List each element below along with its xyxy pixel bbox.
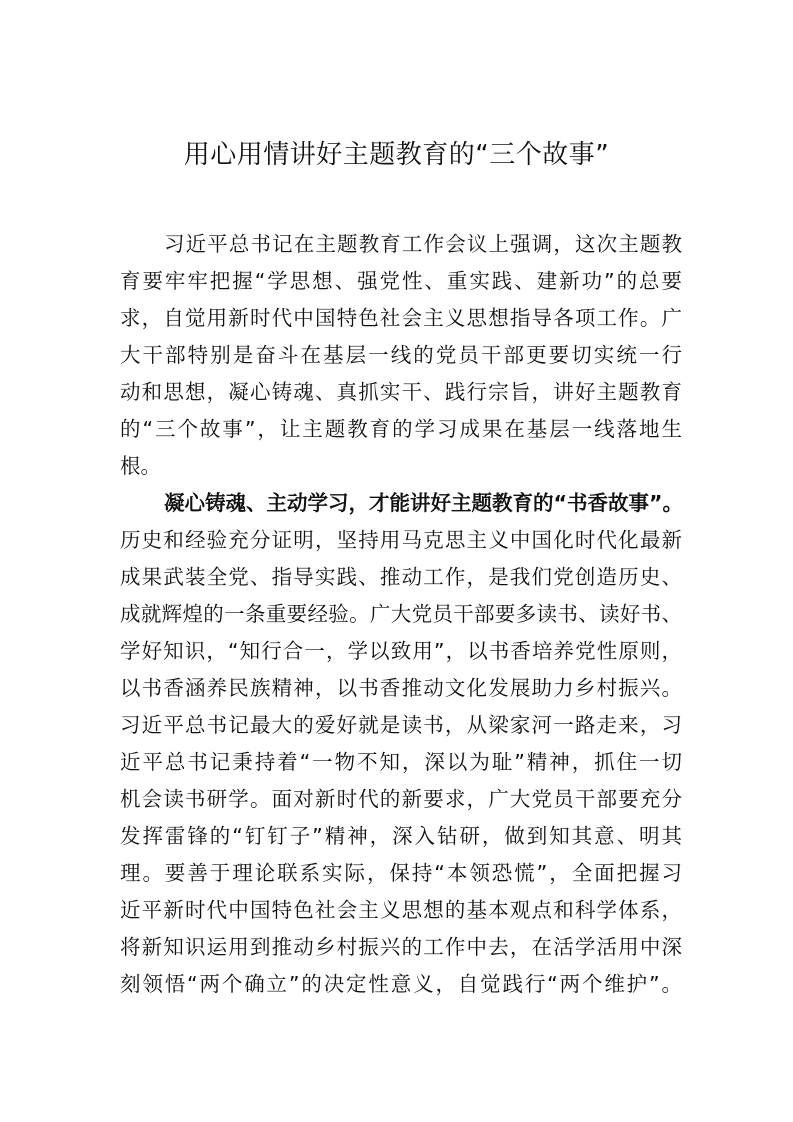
document-body (120, 226, 682, 1003)
text-line: 发挥雷锋的“钉钉子”精神，深入钻研，做到知其意、明其 (120, 824, 682, 848)
text-line: 机会读书研学。面对新时代的新要求，广大党员干部要充分 (120, 787, 682, 811)
text-line: 求，自觉用新时代中国特色社会主义思想指导各项工作。广 (120, 306, 682, 330)
text-line: 将新知识运用到推动乡村振兴的工作中去，在活学活用中深 (120, 935, 682, 959)
text-line: 动和思想，凝心铸魂、真抓实干、践行宗旨，讲好主题教育 (120, 380, 682, 404)
paragraph-book-story (120, 485, 682, 1003)
text-line: 理。要善于理论联系实际，保持“本领恐慌”，全面把握习 (120, 861, 682, 885)
text-line: 刻领悟“两个确立”的决定性意义，自觉践行“两个维护”。 (120, 972, 682, 996)
document-title: 用心用情讲好主题教育的“三个故事” (183, 140, 610, 170)
text-line: 成就辉煌的一条重要经验。广大党员干部要多读书、读好书、 (120, 602, 682, 626)
text-line: 近平新时代中国特色社会主义思想的基本观点和科学体系， (120, 898, 682, 922)
text-line: 习近平总书记在主题教育工作会议上强调，这次主题教 (164, 232, 682, 256)
paragraph-intro (120, 226, 682, 485)
text-line: 根。 (120, 454, 161, 478)
text-line: 学好知识，“知行合一，学以致用”，以书香培养党性原则， (120, 639, 682, 663)
text-line: 近平总书记秉持着“一物不知，深以为耻”精神，抓住一切 (120, 750, 682, 774)
text-line: 育要牢牢把握“学思想、强党性、重实践、建新功”的总要 (120, 269, 682, 293)
text-line: 历史和经验充分证明，坚持用马克思主义中国化时代化最新 (120, 528, 682, 552)
text-line: 习近平总书记最大的爱好就是读书，从梁家河一路走来，习 (120, 713, 682, 737)
section-heading: 凝心铸魂、主动学习，才能讲好主题教育的“书香故事”。 (164, 491, 683, 515)
text-line: 成果武装全党、指导实践、推动工作，是我们党创造历史、 (120, 565, 682, 589)
text-line: 的“三个故事”，让主题教育的学习成果在基层一线落地生 (120, 417, 682, 441)
text-line: 大干部特别是奋斗在基层一线的党员干部更要切实统一行 (120, 343, 682, 367)
text-line: 以书香涵养民族精神，以书香推动文化发展助力乡村振兴。 (120, 676, 682, 700)
